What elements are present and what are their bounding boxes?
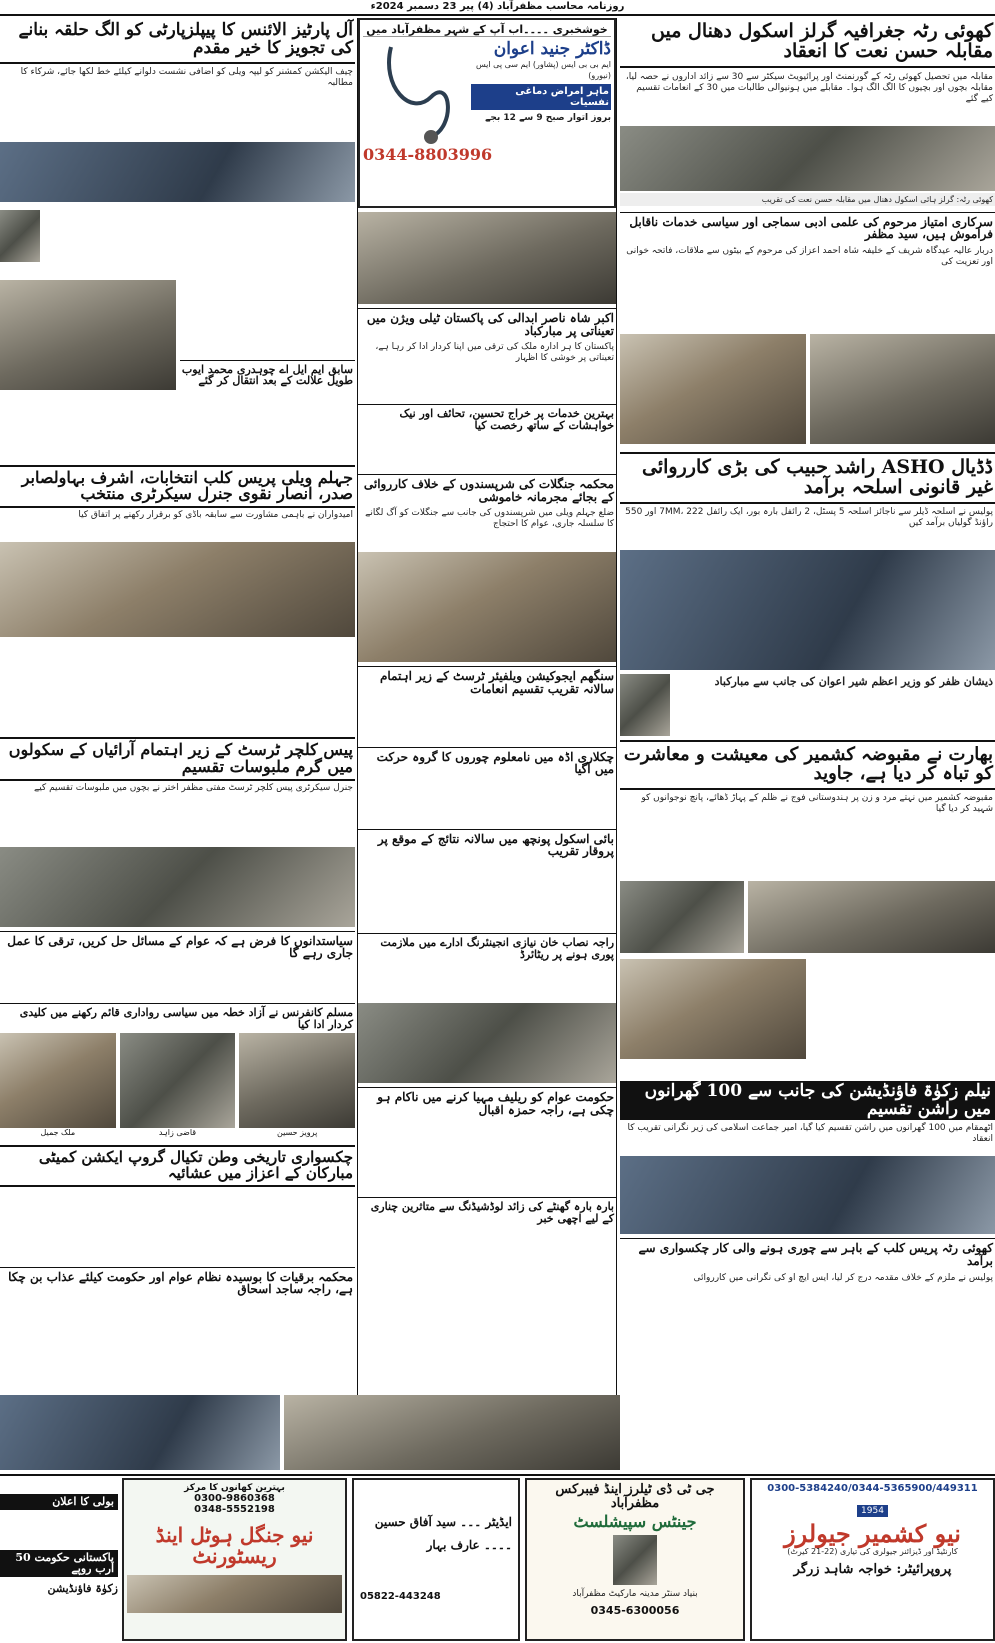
right-body-1: مقابلہ میں تحصیل کھوئی رٹہ کے گورنمنٹ اور پرائیویٹ سیکٹر سے 30 سے زائد اداروں نے حصہ لیا، مقابلہ بچوں اور بچیوں کا الگ الگ ہوا۔ مقابلے میں ہونیوالی طالبات میں 30 کے انعامات تقسیم کیے گئے <box>625 71 993 104</box>
right-body-2: دربار عالیہ عیدگاہ شریف کے خلیفہ شاہ احمد اعزاز کی مرحوم کے بیٹوں سے ملاقات، فاتحہ خوانی اور تعزیت کی <box>626 246 993 268</box>
jeweller-ad-title: نیو کشمیر جیولرز <box>784 1519 961 1548</box>
doctor-ad-goodnews: خوشخبری ۔۔۔۔اب آپ کے شہر مظفرآباد میں <box>363 23 611 37</box>
right-headline-5: نیلم زکوٰۃ فاؤنڈیشن کی جانب سے 100 گھرانوں میں راشن تقسیم <box>620 1081 995 1121</box>
right-headline-4: بھارت نے مقبوضہ کشمیر کی معیشت و معاشرت کو تباہ کر دیا ہے، جاوید <box>620 740 995 790</box>
jeweller-ad-est: 1954 <box>857 1505 888 1517</box>
middle-body-2 <box>358 434 616 474</box>
right-photo-2b <box>620 334 806 444</box>
left-photo-2 <box>0 542 355 637</box>
left-notice-2: پاکستانی حکومت 50 ارب روپے <box>0 1550 118 1577</box>
middle-headline-9: بارہ بارہ گھنٹے کی زائد لوڈشیڈنگ سے متاثرین چناری کے لیے اچھی خبر <box>358 1197 616 1227</box>
left-body-1b <box>180 210 356 360</box>
right-byline: ذیشان ظفر کو وزیر اعظم شیر اعوان کی جانب سے مبارکباد <box>714 674 993 688</box>
editor-ad-phone: 05822-443248 <box>360 1591 441 1603</box>
masthead-text: روزنامہ محاسب مظفرآباد (4) پیر 23 دسمبر 2024ء <box>370 1 625 12</box>
tailors-ad-portrait <box>613 1535 657 1585</box>
left-headline-3: پیس کلچر ٹرسٹ کے زیر اہتمام آرائیاں کے سکولوں میں گرم ملبوسات تقسیم <box>0 737 355 781</box>
middle-column <box>357 18 617 1398</box>
left-body-4 <box>0 963 355 1003</box>
middle-body-5 <box>358 779 616 829</box>
right-photo-5 <box>620 1156 995 1234</box>
left-body-2b <box>0 637 355 737</box>
doctor-ad-name: ڈاکٹر جنید اعوان <box>493 39 611 59</box>
masthead <box>0 0 995 16</box>
middle-headline-2: بہترین خدمات پر خراج تحسین، تحائف اور نیک خواہشات کے ساتھ رخصت کیا <box>358 404 616 434</box>
right-body-3: پولیس نے اسلحہ ڈیلر سے ناجائز اسلحہ 5 پسٹل، 2 رائفل بارہ بور، ایک رائفل 7MM، 222 اور 550 راؤنڈ گولیاں برآمد کیں <box>625 506 993 528</box>
left-portrait-b <box>120 1033 236 1128</box>
left-photo-fire <box>0 280 176 390</box>
middle-photo-group <box>358 1003 616 1083</box>
tailors-ad-phone: 0345-6300056 <box>590 1604 680 1618</box>
hotel-ad-food <box>127 1575 342 1613</box>
right-headline-6: کھوئی رٹہ پریس کلب کے باہر سے چوری ہونے والی کار چکسواری سے برآمد <box>620 1238 995 1270</box>
right-headline-1: کھوئی رٹہ جغرافیہ گرلز اسکول دھنال میں مقابلہ حسن نعت کا انعقاد <box>620 18 995 68</box>
bottom-photo-strip <box>0 1395 620 1470</box>
left-headline-5: مسلم کانفرنس نے آزاد خطہ میں سیاسی رواداری قائم رکھنے میں کلیدی کردار ادا کیا <box>0 1003 355 1033</box>
left-portrait-c <box>0 1033 116 1128</box>
editor-ad <box>352 1478 520 1641</box>
tailors-ad-line: جینٹس سپیشلسٹ <box>573 1512 697 1532</box>
middle-headline-8: حکومت عوام کو ریلیف مہیا کرنے میں ناکام ہو چکی ہے، راجہ حمزہ اقبال <box>358 1087 616 1119</box>
right-photo-4b <box>620 881 744 953</box>
middle-headline-1: اکبر شاہ ناصر ابدالی کی پاکستان ٹیلی ویژن میں تعیناتی پر مبارکباد <box>358 308 616 340</box>
right-photo-4c <box>620 959 806 1059</box>
middle-body-6 <box>358 861 616 933</box>
left-headline-2: جہلم ویلی پریس کلب انتخابات، اشرف بہاولصابر صدر، انصار نقوی جنرل سیکرٹری منتخب <box>0 465 355 509</box>
doctor-ad-timings: بروز اتوار صبح 9 سے 12 بجے <box>485 112 611 123</box>
footer-rule <box>0 1474 995 1476</box>
right-headline-2: سرکاری امتیاز مرحوم کی علمی ادبی سماجی اور سیاسی خدمات ناقابل فراموش ہیں، سید مظفر <box>620 212 995 244</box>
middle-headline-4: سنگھم ایجوکیشن ویلفیئر ٹرسٹ کے زیر اہتمام سالانہ تقریب تقسیم انعامات <box>358 666 616 698</box>
left-headline-4: سیاستدانوں کا فرض ہے کہ عوام کے مسائل حل کریں، ترقی کا عمل جاری رہے گا <box>0 931 355 963</box>
right-photo-3 <box>620 550 995 670</box>
left-portrait-name-3: ملک جمیل <box>40 1128 76 1138</box>
left-photo-3 <box>0 847 355 927</box>
right-photo-4a <box>748 881 995 953</box>
middle-headline-6: بائی اسکول پونچھ میں سالانہ نتائج کے موقع پر پروقار تقریب <box>358 829 616 861</box>
left-portrait-name-1: پرویز حسین <box>277 1128 318 1138</box>
middle-photo-trucks <box>358 212 616 304</box>
left-headline-6: چکسواری تاریخی وطن تکیال گروپ ایکشن کمیٹی مبارکان کے اعزاز میں عشائیہ <box>0 1145 355 1187</box>
left-notice-3: زکوٰۃ فاؤنڈیشن <box>47 1581 118 1595</box>
right-headline-3: ڈڈیال ASHO راشد حبیب کی بڑی کارروائی غیر قانونی اسلحہ برآمد <box>620 452 995 504</box>
doctor-ad-specialty: ماہر امراض دماغی نفسیات <box>471 84 611 110</box>
tailors-ad-title: جی ٹی ڈی ٹیلرز اینڈ فیبرکس مظفرآباد <box>555 1482 715 1511</box>
left-body-2: امیدواران نے باہمی مشاورت سے سابقہ باڈی کو برقرار رکھنے پر اتفاق کیا <box>78 510 353 521</box>
right-body-4b <box>810 959 995 1059</box>
editor-ad-editor: ایڈیٹر ۔۔۔ سید آفاق حسین <box>374 1515 512 1529</box>
left-photo-1 <box>0 142 355 202</box>
middle-headline-3: محکمہ جنگلات کی شرپسندوں کے خلاف کارروائی کے بجائے مجرمانہ خاموشی <box>358 474 616 506</box>
left-portrait-name-2: قاضی زاہد <box>158 1128 197 1138</box>
middle-headline-7: راجہ نصاب خان نیازی انجینئرنگ ادارے میں ملازمت پوری ہونے پر ریٹائرڈ <box>358 933 616 963</box>
hotel-ad <box>122 1478 347 1641</box>
left-headline-1: آل پارٹیز الائنس کا پیپلزپارٹی کو الگ حلقہ بنانے کی تجویز کا خیر مقدم <box>0 18 355 64</box>
footer-ads <box>0 1478 995 1643</box>
left-column <box>0 18 355 1398</box>
left-body-1: چیف الیکشن کمشنر کو لیپہ ویلی کو اضافی نشست دلوانے کیلئے خط لکھا جائے، شرکاء کا مطالبہ <box>20 66 353 88</box>
doctor-ad <box>358 18 616 208</box>
left-body-6 <box>0 1187 355 1267</box>
bottom-photo-2 <box>284 1395 620 1470</box>
hotel-ad-phone-2: 0348-5552198 <box>194 1504 275 1515</box>
middle-body-4 <box>358 699 616 747</box>
middle-body-7 <box>358 963 616 1003</box>
right-photo-1 <box>620 126 995 191</box>
tailors-ad <box>525 1478 745 1641</box>
left-notice-1: بولی کا اعلان <box>0 1494 118 1510</box>
right-column <box>620 18 995 1398</box>
left-portrait-1 <box>0 210 40 262</box>
right-body-5: اٹھمقام میں 100 گھرانوں میں راشن تقسیم کیا گیا، امیر جماعت اسلامی کی زیر نگرانی تقریب کا انعقاد <box>627 1123 993 1145</box>
bottom-photo-1 <box>0 1395 280 1470</box>
middle-body-8 <box>358 1119 616 1197</box>
editor-ad-manager: ۔۔۔۔ عارف بہار <box>426 1537 512 1552</box>
jeweller-ad-note: کارنٹیڈ اور ڈیزائنر جیولری کی تیاری (22-21 کیرٹ) <box>787 1547 958 1557</box>
jeweller-ad <box>750 1478 995 1641</box>
right-caption-1: کھوئی رٹہ: گرلز ہائی اسکول دھنال میں مقابلہ حسن نعت کی تقریب <box>620 193 995 206</box>
right-body-4: مقبوضہ کشمیر میں نہتے مرد و زن پر ہندوستانی فوج نے ظلم کے پہاڑ ڈھائے، پانچ نوجوانوں کو شہید کر دیا گیا <box>641 792 993 814</box>
right-body-6: پولیس نے ملزم کے خلاف مقدمہ درج کر لیا، ایس ایچ او کی نگرانی میں کارروائی <box>693 1272 993 1283</box>
left-portrait-a <box>239 1033 355 1128</box>
hotel-ad-phone-1: 0300-9860368 <box>194 1493 275 1504</box>
middle-body-3: ضلع جہلم ویلی میں شرپسندوں کی جانب سے جنگلات کو آگ لگانے کا سلسلہ جاری، عوام کا احتجاج <box>365 508 614 530</box>
middle-photo-award <box>358 552 616 662</box>
stethoscope-icon <box>363 37 471 147</box>
doctor-ad-phone: 0344-8803996 <box>363 145 493 164</box>
middle-body-1: پاکستان کا ہر ادارہ ملک کی ترقی میں اپنا کردار ادا کر رہا ہے، تعیناتی پر خوشی کا اظہار <box>375 342 614 364</box>
middle-headline-5: چکلاری اڈہ میں نامعلوم چوروں کا گروہ حرکت میں آگیا <box>358 747 616 779</box>
jeweller-ad-phones: 0300-5384240/0344-5365900/449311 <box>767 1483 978 1494</box>
doctor-ad-degree: ایم بی بی ایس (پشاور) ایم سی پی ایس (نیورو) <box>475 59 611 80</box>
left-byline: سابق ایم ایل اے چوہدری محمد ایوب طویل علالت کے بعد انتقال کر گئے <box>180 360 356 390</box>
left-body-3: جنرل سیکرٹری پیس کلچر ٹرسٹ مفتی مظفر اختر نے بچوں میں ملبوسات تقسیم کیے <box>33 782 353 793</box>
left-notice-body <box>0 1510 118 1550</box>
left-body-7 <box>0 1299 355 1329</box>
hotel-ad-tag: بہترین کھانوں کا مرکز <box>184 1483 285 1493</box>
hotel-ad-title: نیو جنگل ہوٹل اینڈ ریسٹورنٹ <box>155 1523 314 1568</box>
left-notices <box>0 1478 118 1641</box>
left-headline-7: محکمہ برقیات کا بوسیدہ نظام عوام اور حکومت کیلئے عذاب بن چکا ہے، راجہ ساجد اسحاق <box>0 1267 355 1299</box>
right-portrait <box>620 674 670 736</box>
jeweller-ad-owner: پروپرائیٹر: خواجہ شاہد زرگر <box>793 1562 952 1578</box>
right-photo-2a <box>810 334 995 444</box>
tailors-ad-address: بنیاد سنٹر مدینہ مارکیٹ مظفرآباد <box>572 1589 698 1600</box>
